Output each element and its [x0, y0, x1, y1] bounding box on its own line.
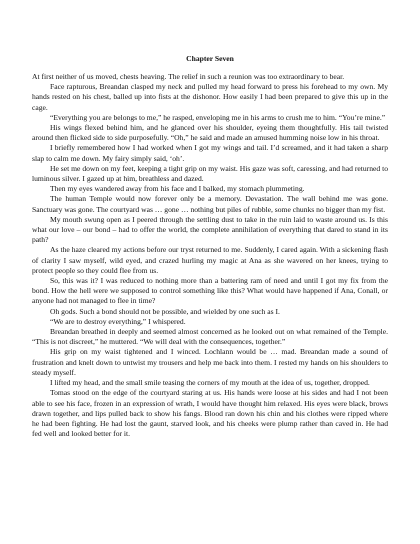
paragraph: As the haze cleared my actions before our tryst returned to me. Suddenly, I cared again. With a sickening flash of clarity I saw myself, wild eyed, and crazed hurling my magic at Ana as she wavered on her knees, trying to protect people so they could flee from us.: [32, 245, 388, 275]
chapter-title: Chapter Seven: [186, 54, 234, 63]
paragraph: Breandan breathed in deeply and seemed almost concerned as he looked out on what remained of the Temple. “This is not discreet,” he muttered. “We will deal with the consequences, together.”: [32, 327, 388, 347]
paragraph: I briefly remembered how I had worked when I got my wings and tail. I’d screamed, and it had taken a sharp slap to calm me down. My fairy simply said, ‘oh’.: [32, 143, 388, 163]
paragraph: “Everything you are belongs to me,” he rasped, enveloping me in his arms to crush me to him. “You’re mine.”: [50, 112, 386, 122]
paragraph: His wings flexed behind him, and he glanced over his shoulder, eyeing them thoughtfully. His tail twisted around then flicked side to side purposefully. “Oh,” he said and made an amused humming noise low in his throat.: [32, 123, 388, 143]
paragraph: I lifted my head, and the small smile teasing the corners of my mouth at the idea of us, together, dropped.: [50, 378, 370, 388]
paragraph: His grip on my waist tightened and I winced. Lochlann would be … mad. Breandan made a sound of frustration and knelt down to untwist my trousers and help me back into them. I rested my hands on his shoulders to steady myself.: [32, 347, 388, 377]
paragraph: Then my eyes wandered away from his face and I balked, my stomach plummeting.: [50, 184, 305, 194]
paragraph: My mouth swung open as I peered through the settling dust to take in the ruin laid to waste around us. Is this what our love – our bond – had to offer the world, the complete annihilation of everything that dared to stand in its path?: [32, 214, 388, 245]
paragraph: Tomas stood on the edge of the courtyard staring at us. His hands were loose at his sides and had I not been able to see his face, frozen in an expression of wrath, I would have thought him relaxed. His eyes were black, brows drawn together, and lips pulled back to show his fangs. Blood ran down his chin and his clothes were ripped where he had been fighting. He had lost the gaunt, starved look, and his cheeks were plump rather than caved in. He had fed well and looked better for it.: [32, 388, 388, 439]
paragraph: Oh gods. Such a bond should not be possible, and wielded by one such as I.: [50, 306, 280, 316]
chapter-body: [32, 72, 388, 439]
paragraph: He set me down on my feet, keeping a tight grip on my waist. His gaze was soft, caressing, and had returned to luminous silver. I gazed up at him, breathless and dazed.: [32, 163, 388, 184]
paragraph: At first neither of us moved, chests heaving. The relief in such a reunion was too extraordinary to bear.: [32, 72, 345, 81]
paragraph: Face rapturous, Breandan clasped my neck and pulled my head forward to press his forehead to my own. My hands rested on his chest, balled up into fists at the dishonor. How easily I had been prepared to give this up in the cage.: [32, 82, 388, 112]
paragraph: The human Temple would now forever only be a memory. Devastation. The wall behind me was gone. Sanctuary was gone. The courtyard was … gone … nothing but piles of rubble, some chunks no bigger than my fist.: [32, 194, 388, 214]
paragraph: “We are to destroy everything,” I whispered.: [50, 316, 186, 326]
paragraph: So, this was it? I was reduced to nothing more than a battering ram of need and until I got my fix from the bond. How the hell were we supposed to control something like this? What would have happened if Ana, Conall, or anyone had not managed to flee in time?: [32, 276, 388, 306]
